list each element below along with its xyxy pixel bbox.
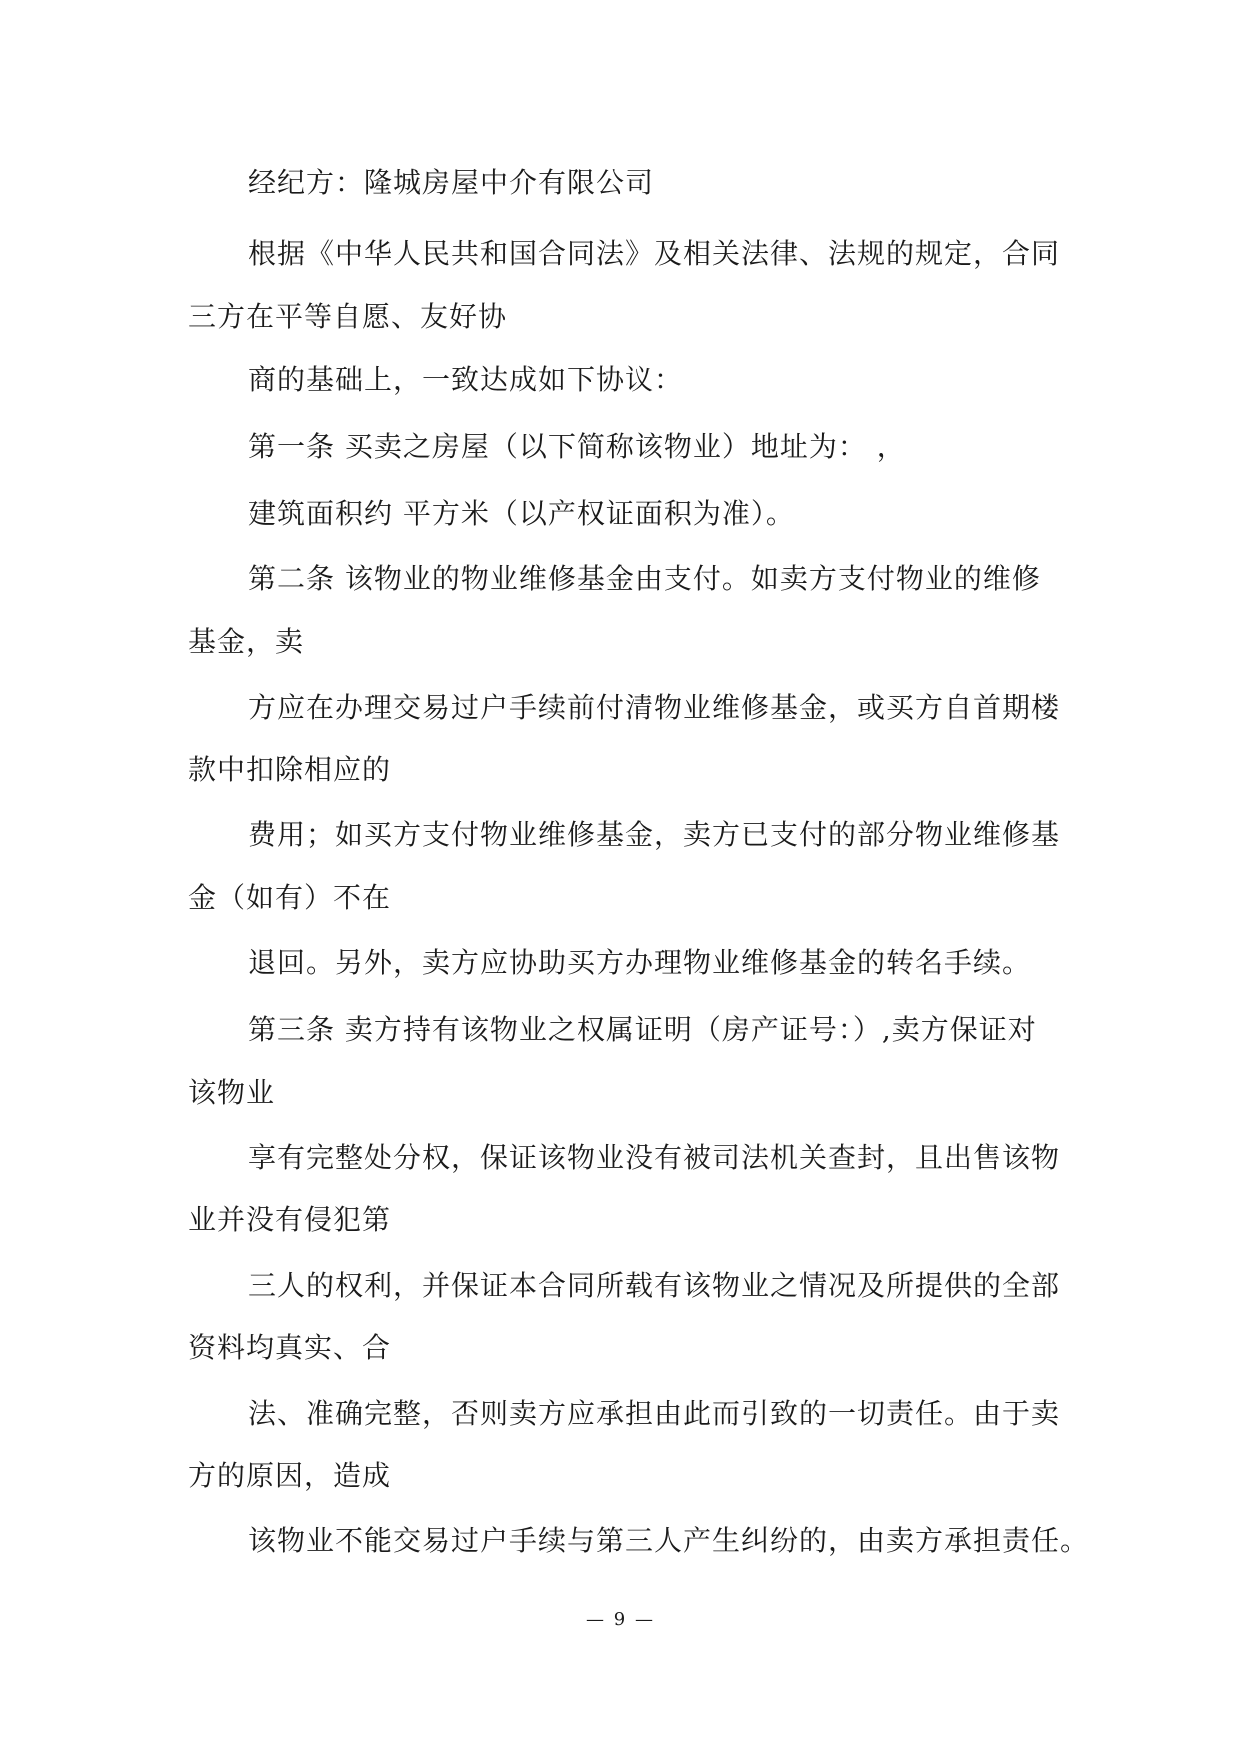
- article-2-line-3: 方应在办理交易过户手续前付清物业维修基金，或买方自首期楼: [248, 691, 1061, 724]
- page-number: — 9 —: [586, 1609, 655, 1630]
- article-1-line-1: 第一条 买卖之房屋（以下简称该物业）地址为： ，: [248, 430, 906, 463]
- article-3-line-9: 该物业不能交易过户手续与第三人产生纠纷的，由卖方承担责任。: [248, 1524, 1090, 1557]
- article-3-line-4: 业并没有侵犯第: [188, 1203, 392, 1236]
- article-2-line-2: 基金，卖: [188, 625, 305, 658]
- article-2-line-1: 第二条 该物业的物业维修基金由支付。如卖方支付物业的维修: [248, 562, 1041, 595]
- article-3-line-3: 享有完整处分权，保证该物业没有被司法机关查封，且出售该物: [248, 1141, 1061, 1174]
- article-2-line-7: 退回。另外，卖方应协助买方办理物业维修基金的转名手续。: [248, 946, 1032, 979]
- article-2-line-6: 金（如有）不在: [188, 881, 392, 914]
- paragraph-preamble-line-3: 商的基础上，一致达成如下协议：: [248, 363, 684, 396]
- article-3-line-7: 法、准确完整，否则卖方应承担由此而引致的一切责任。由于卖: [248, 1397, 1061, 1430]
- article-3-line-8: 方的原因，造成: [188, 1459, 392, 1492]
- article-2-line-5: 费用；如买方支付物业维修基金，卖方已支付的部分物业维修基: [248, 818, 1061, 851]
- paragraph-broker: 经纪方：隆城房屋中介有限公司: [248, 166, 655, 199]
- article-3-line-2: 该物业: [188, 1076, 276, 1109]
- paragraph-preamble-line-1: 根据《中华人民共和国合同法》及相关法律、法规的规定，合同: [248, 237, 1061, 270]
- article-1-line-2: 建筑面积约 平方米（以产权证面积为准）。: [248, 497, 795, 530]
- article-3-line-6: 资料均真实、合: [188, 1331, 392, 1364]
- article-3-line-1: 第三条 卖方持有该物业之权属证明（房产证号：）,卖方保证对: [248, 1013, 1037, 1046]
- article-2-line-4: 款中扣除相应的: [188, 753, 392, 786]
- article-3-line-5: 三人的权利，并保证本合同所载有该物业之情况及所提供的全部: [248, 1269, 1061, 1302]
- paragraph-preamble-line-2: 三方在平等自愿、友好协: [188, 300, 508, 333]
